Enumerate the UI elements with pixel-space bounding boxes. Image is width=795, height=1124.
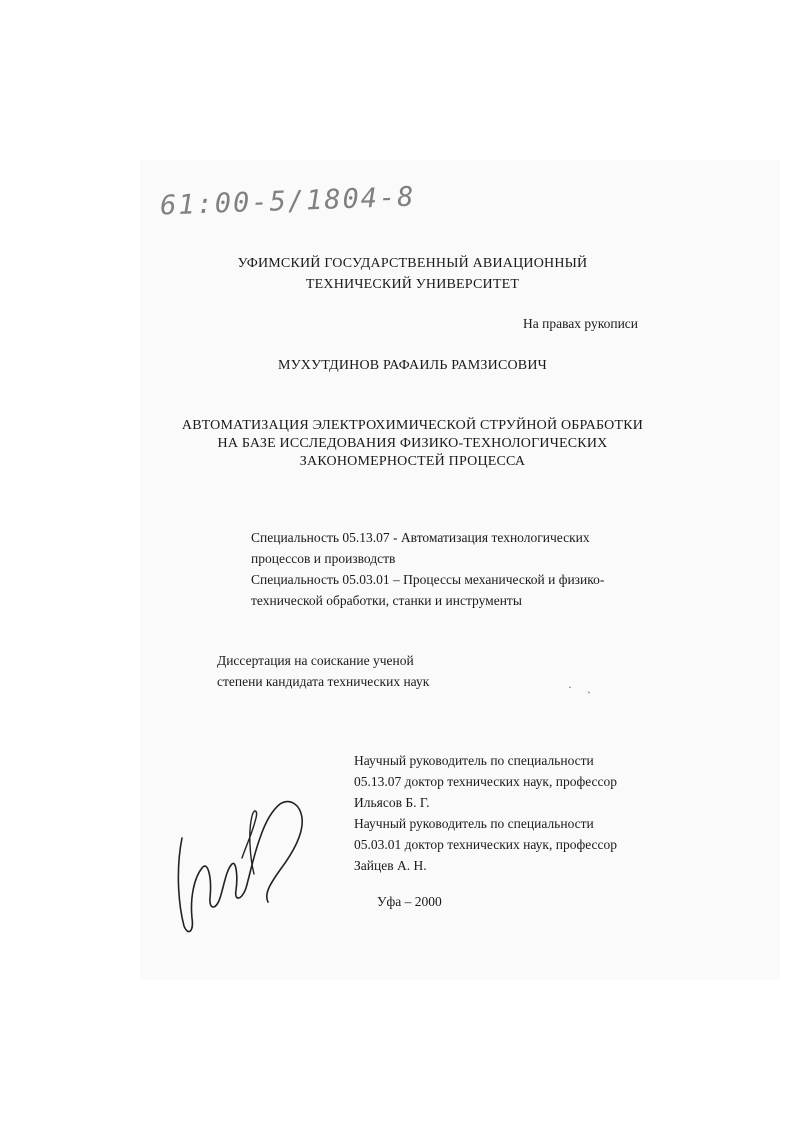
specialty-line-1: Специальность 05.13.07 - Автоматизация технологических [251,530,590,545]
supervisor-line-1: Научный руководитель по специальности [354,753,594,768]
author-name: МУХУТДИНОВ РАФАИЛЬ РАМЗИСОВИЧ [278,358,547,373]
university-line-1: УФИМСКИЙ ГОСУДАРСТВЕННЫЙ АВИАЦИОННЫЙ [237,256,588,271]
supervisor-line-6: Зайцев А. Н. [354,858,427,873]
supervisor-line-4: Научный руководитель по специальности [354,816,594,831]
supervisor-line-5: 05.03.01 доктор технических наук, профессор [354,837,618,852]
rights-note: На правах рукописи [523,316,639,331]
specialty-line-2: процессов и производств [251,551,396,566]
supervisor-line-2: 05.13.07 доктор технических наук, профессор [354,774,618,789]
library-stamp-code: 61:00-5/1804-8 [159,181,417,222]
supervisor-line-3: Ильясов Б. Г. [354,795,430,810]
university-line-2: ТЕХНИЧЕСКИЙ УНИВЕРСИТЕТ [305,277,520,292]
signature-stroke-loop [242,811,257,874]
city-year: Уфа – 2000 [377,894,442,909]
scan-speckles: · ˎ [568,680,591,694]
dissertation-line-2: степени кандидата технических наук [217,674,430,689]
thesis-title-line-2: НА БАЗЕ ИССЛЕДОВАНИЯ ФИЗИКО-ТЕХНОЛОГИЧЕСКИХ [217,436,608,451]
handwritten-signature [172,798,312,938]
thesis-title-line-3: ЗАКОНОМЕРНОСТЕЙ ПРОЦЕССА [299,454,526,469]
signature-stroke-main [178,802,302,932]
thesis-title-line-1: АВТОМАТИЗАЦИЯ ЭЛЕКТРОХИМИЧЕСКОЙ СТРУЙНОЙ ОБРАБОТКИ [181,418,644,433]
specialty-line-3: Специальность 05.03.01 – Процессы механической и физико- [251,572,605,587]
dissertation-line-1: Диссертация на соискание ученой [217,653,414,668]
specialty-line-4: технической обработки, станки и инструменты [251,593,522,608]
